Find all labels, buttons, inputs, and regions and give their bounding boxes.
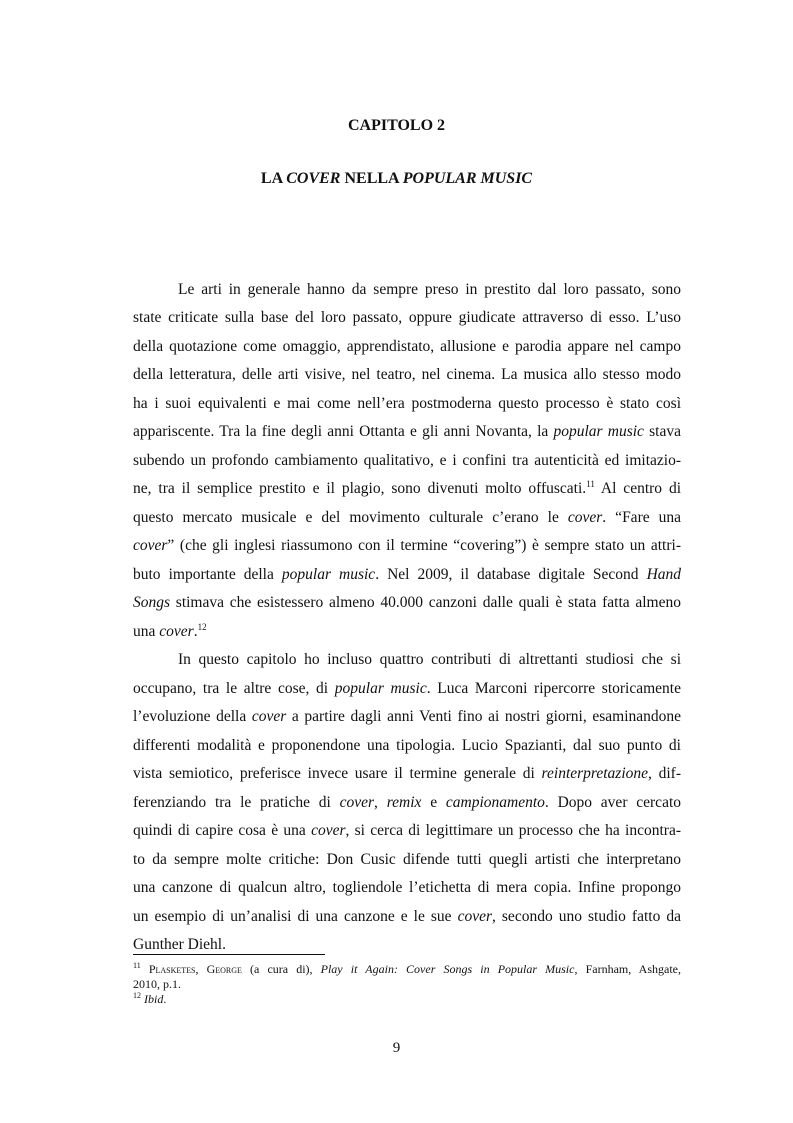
text-line: Le arti in generale hanno da sempre preso in prestito dal loro passato, sono	[178, 281, 681, 298]
text-line: una cover.$^{12}$	[133, 622, 207, 640]
text-line: ne, tra il semplice prestito e il plagio, sono divenuti molto offuscati.$^{11}$ Al centro di	[133, 479, 682, 497]
page-number: 9	[392, 1040, 401, 1056]
text-line: quindi di capire cosa è una cover, si cerca di legittimare un processo che ha incontra-	[133, 822, 681, 839]
text-line: ha i suoi equivalenti e mai come nell’era postmoderna questo processo è stato così	[133, 395, 681, 412]
text-line: to da sempre molte critiche: Don Cusic difende tutti quegli artisti che interpretano	[133, 851, 681, 868]
chapter-heading: CAPITOLO 2	[347, 117, 446, 134]
text-line: In questo capitolo ho incluso quattro contributi di altrettanti studiosi che si	[178, 651, 681, 668]
text-line: Gunther Diehl.	[133, 936, 226, 953]
text-line: un esempio di un’analisi di una canzone e le sue cover, secondo uno studio fatto da	[133, 908, 681, 925]
text-line: della quotazione come omaggio, apprendistato, allusione e parodia appare nel campo	[133, 338, 681, 355]
footnote-12: $^{12}$ Ibid.	[133, 991, 167, 1006]
chapter-title: LA COVER NELLA POPULAR MUSIC	[260, 170, 533, 187]
text-line: vista semiotico, preferisce invece usare il termine generale di reinterpretazione, dif-	[133, 765, 681, 782]
text-line: Songs stimava che esistessero almeno 40.000 canzoni dalle quali è stata fatta almeno	[133, 594, 681, 611]
text-line: state criticate sulla base del loro passato, oppure giudicate attraverso di esso. L’uso	[133, 309, 681, 326]
text-line: ferenziando tra le pratiche di cover, remix e campionamento. Dopo aver cercato	[133, 794, 682, 811]
text-line: appariscente. Tra la fine degli anni Ottanta e gli anni Novanta, la popular music stava	[133, 423, 681, 440]
footnote-11: $^{11}$ Plasketes, George (a cura di), Play it Again: Cover Songs in Popular Music, Farnham, Ashgate,	[133, 961, 681, 976]
text-line: della letteratura, delle arti visive, nel teatro, nel cinema. La musica allo stesso modo	[133, 366, 681, 383]
text-line: differenti modalità e proponendone una tipologia. Lucio Spazianti, dal suo punto di	[133, 737, 681, 754]
text-line: una canzone di qualcun altro, togliendole l’etichetta di mera copia. Infine propongo	[133, 879, 681, 896]
text-line: cover” (che gli inglesi riassumono con il termine “covering”) è sempre stato un attri-	[133, 537, 681, 554]
text-line: occupano, tra le altre cose, di popular music. Luca Marconi ripercorre storicamente	[133, 680, 681, 697]
footnote-11-cont: 2010, p.1.	[133, 977, 181, 991]
footnote-ref[interactable]: 12	[197, 622, 207, 632]
text-line: questo mercato musicale e del movimento culturale c’erano le cover. “Fare una	[133, 509, 681, 526]
text-line: subendo un profondo cambiamento qualitativo, e i confini tra autenticità ed imitazio-	[133, 452, 681, 469]
text-line: l’evoluzione della cover a partire dagli anni Venti fino ai nostri giorni, esaminandone	[133, 708, 682, 725]
footnote-ref[interactable]: 11	[586, 479, 595, 489]
footnote-separator	[133, 954, 325, 955]
text-line: buto importante della popular music. Nel 2009, il database digitale Second Hand	[133, 566, 682, 583]
